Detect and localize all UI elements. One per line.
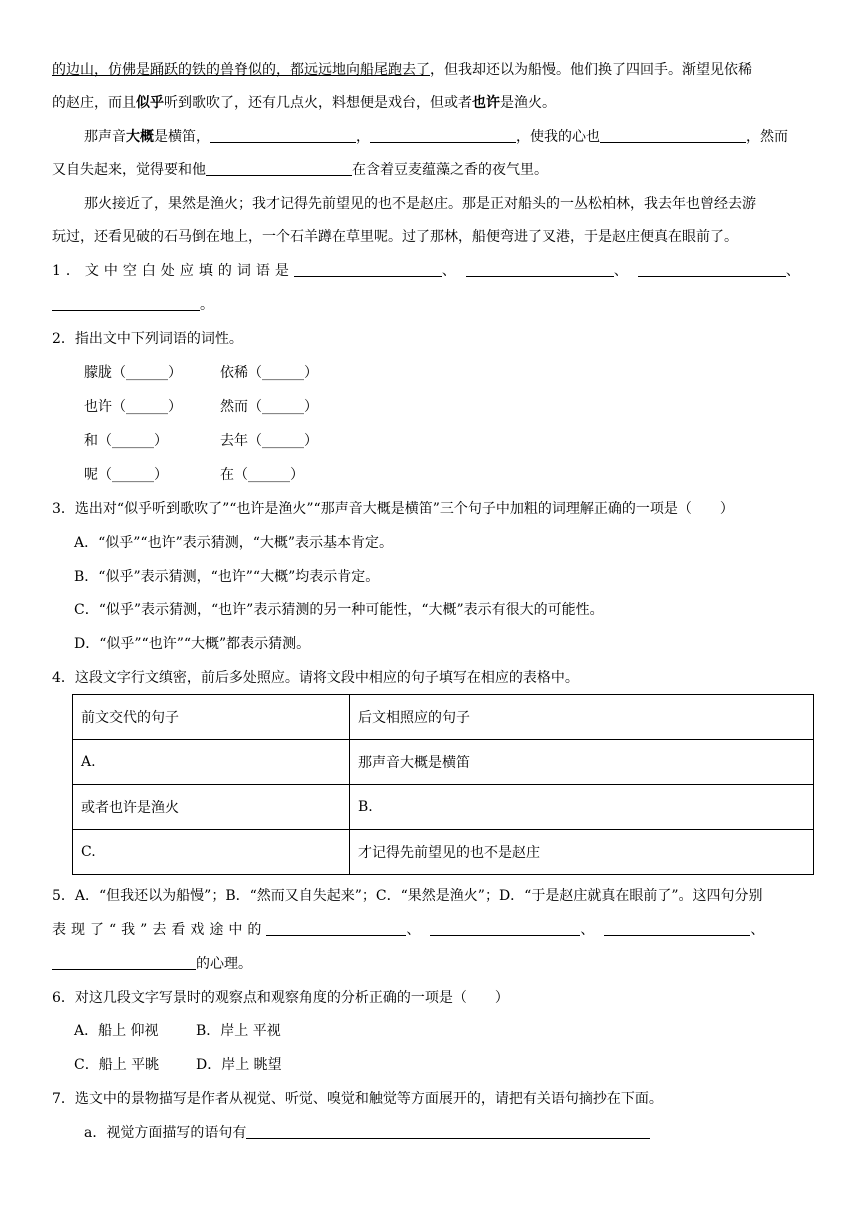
answer-blank-q1-3[interactable]	[638, 260, 786, 277]
answer-blank-q5-2[interactable]	[430, 919, 580, 936]
table-header-row	[73, 695, 814, 740]
q6-option-c[interactable]: C．船上 平眺	[74, 1057, 160, 1073]
answer-blank-q1-2[interactable]	[466, 260, 614, 277]
q2-item-qunian: 去年（______）	[220, 433, 318, 449]
table-cell: 或者也许是渔火	[73, 785, 350, 830]
table-cell: 那声音大概是横笛	[350, 740, 814, 785]
q3-option-a[interactable]: A．“似乎”“也许”表示猜测，“大概”表示基本肯定。	[74, 535, 394, 551]
q3-option-b[interactable]: B．“似乎”表示猜测，“也许”“大概”均表示肯定。	[74, 569, 380, 585]
question-1: 1．文中空白处应填的词语是 、 、 、	[52, 259, 812, 283]
passage-line-6: 玩过，还看见破的石马倒在地上，一个石羊蹲在草里呢。过了那林，船便弯进了叉港，于是赵庄便真在眼前了。	[52, 229, 738, 245]
table-header-cell: 前文交代的句子	[73, 695, 350, 740]
correspondence-table	[72, 694, 814, 875]
question-3: 3．选出对“似乎听到歌吹了”“也许是渔火”“那声音大概是横笛”三个句子中加粗的词理解正确的一项是（ ）	[52, 501, 734, 517]
answer-blank-q5-1[interactable]	[266, 919, 406, 936]
q3-option-d[interactable]: D．“似乎”“也许”“大概”都表示猜测。	[74, 636, 311, 652]
q2-item-he: 和（______）	[84, 433, 168, 449]
table-row	[73, 830, 814, 875]
table-cell-answer-b[interactable]: B.	[350, 785, 814, 830]
answer-blank-q1-1[interactable]	[294, 260, 442, 277]
question-1-line-2: 。	[52, 293, 812, 317]
table-cell: 才记得先前望见的也不是赵庄	[350, 830, 814, 875]
answer-blank-q5-4[interactable]	[52, 953, 196, 970]
fill-blank-2[interactable]	[370, 126, 516, 143]
question-4: 4．这段文字行文缜密，前后多处照应。请将文段中相应的句子填写在相应的表格中。	[52, 670, 579, 686]
q2-item-yexu: 也许（______）	[84, 399, 182, 415]
fill-blank-3[interactable]	[600, 126, 746, 143]
question-5: 5．A．“但我还以为船慢”；B．“然而又自失起来”；C．“果然是渔火”；D．“于是赵庄就真在眼前了”。这四句分别	[52, 888, 763, 904]
table-cell-answer-a[interactable]: A.	[73, 740, 350, 785]
q2-item-yixi: 依稀（______）	[220, 365, 318, 381]
question-5-line-3: 的心理。	[52, 952, 812, 976]
q2-item-menglong: 朦胧（______）	[84, 365, 182, 381]
question-7-a: a．视觉方面描写的语句有	[84, 1121, 684, 1145]
question-5-line-2: 表现了“我”去看戏途中的 、 、 、	[52, 918, 812, 942]
q2-item-zai: 在（______）	[220, 467, 304, 483]
passage-line-5: 那火接近了，果然是渔火；我才记得先前望见的也不是赵庄。那是正对船头的一丛松柏林，我去年也曾经去游	[84, 196, 756, 212]
table-cell-answer-c[interactable]: C.	[73, 830, 350, 875]
underlined-sentence: 的边山，仿佛是踊跃的铁的兽脊似的，都远远地向船尾跑去了	[52, 62, 430, 78]
fill-blank-1[interactable]	[210, 126, 356, 143]
answer-blank-q1-4[interactable]	[52, 294, 200, 311]
passage-line-1: 的边山，仿佛是踊跃的铁的兽脊似的，都远远地向船尾跑去了，但我却还以为船慢。他们换了四回手。渐望见依稀	[52, 62, 752, 78]
bold-word-dagai: 大概	[126, 129, 154, 145]
fill-blank-4[interactable]	[206, 159, 352, 176]
table-row	[73, 785, 814, 830]
q6-option-d[interactable]: D．岸上 眺望	[196, 1057, 282, 1073]
passage-line-3: 那声音大概是横笛， ， ，使我的心也 ，然而	[84, 125, 812, 149]
answer-blank-q5-3[interactable]	[604, 919, 750, 936]
q6-option-b[interactable]: B．岸上 平视	[196, 1023, 281, 1039]
passage-line-2: 的赵庄，而且似乎听到歌吹了，还有几点火，料想便是戏台，但或者也许是渔火。	[52, 95, 556, 111]
q2-item-raner: 然而（______）	[220, 399, 318, 415]
question-7: 7．选文中的景物描写是作者从视觉、听觉、嗅觉和触觉等方面展开的，请把有关语句摘抄在下面。	[52, 1091, 663, 1107]
bold-word-sihu: 似乎	[136, 95, 164, 111]
question-2: 2．指出文中下列词语的词性。	[52, 331, 243, 347]
passage-line-4: 又自失起来，觉得要和他 在含着豆麦蕴藻之香的夜气里。	[52, 158, 812, 182]
q2-item-ne: 呢（______）	[84, 467, 168, 483]
bold-word-yexu: 也许	[472, 95, 500, 111]
q3-option-c[interactable]: C．“似乎”表示猜测，“也许”表示猜测的另一种可能性，“大概”表示有很大的可能性。	[74, 602, 604, 618]
q6-option-a[interactable]: A．船上 仰视	[74, 1023, 159, 1039]
question-6: 6．对这几段文字写景时的观察点和观察角度的分析正确的一项是（ ）	[52, 990, 509, 1006]
table-row	[73, 740, 814, 785]
table-header-cell: 后文相照应的句子	[350, 695, 814, 740]
answer-blank-q7-a[interactable]	[246, 1122, 650, 1139]
